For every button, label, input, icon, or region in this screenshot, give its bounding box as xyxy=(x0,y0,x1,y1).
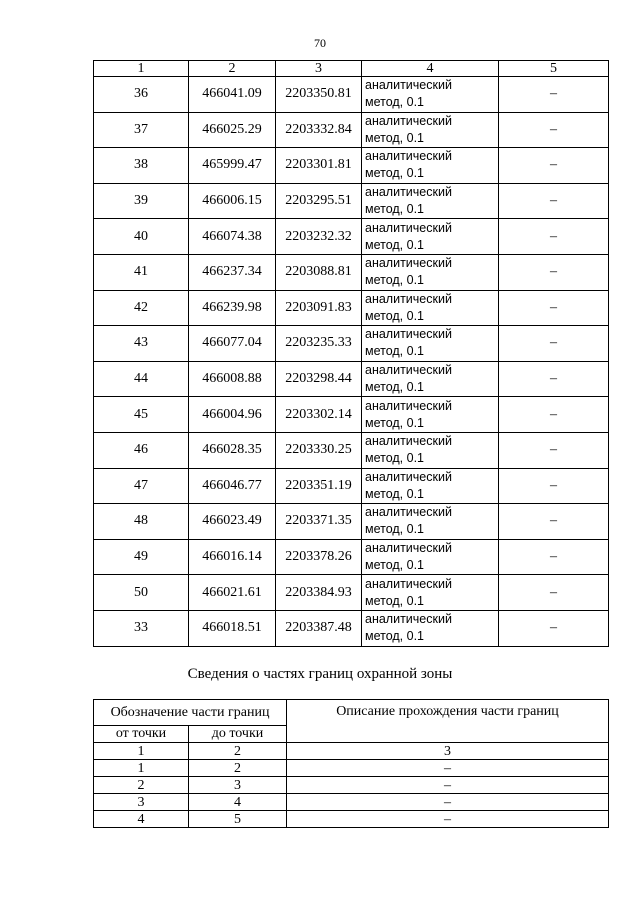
note-cell: – xyxy=(499,183,609,219)
header-from-point: от точки xyxy=(94,726,189,743)
method-line-2: метод, 0.1 xyxy=(365,166,425,181)
table-row xyxy=(94,575,609,611)
parts-header-row xyxy=(94,700,609,726)
note-cell: – xyxy=(499,504,609,540)
point-number: 50 xyxy=(94,575,189,611)
coordinate-x: 466025.29 xyxy=(189,112,276,148)
determination-method xyxy=(362,610,499,646)
coordinate-y: 2203088.81 xyxy=(276,254,362,290)
coordinate-y: 2203350.81 xyxy=(276,77,362,113)
note-cell: – xyxy=(499,254,609,290)
to-point: 2 xyxy=(189,760,287,777)
part-description: – xyxy=(287,794,609,811)
point-number: 46 xyxy=(94,432,189,468)
method-line-1: аналитический xyxy=(365,149,452,164)
coordinate-x: 466074.38 xyxy=(189,219,276,255)
method-line-1: аналитический xyxy=(365,505,452,520)
coordinate-x: 466028.35 xyxy=(189,432,276,468)
note-cell: – xyxy=(499,148,609,184)
method-line-2: метод, 0.1 xyxy=(365,95,425,110)
point-number: 45 xyxy=(94,397,189,433)
method-line-2: метод, 0.1 xyxy=(365,415,425,430)
header-to-point: до точки xyxy=(189,726,287,743)
parts-body xyxy=(94,760,609,828)
note-cell: – xyxy=(499,539,609,575)
determination-method xyxy=(362,290,499,326)
method-line-2: метод, 0.1 xyxy=(365,308,425,323)
determination-method xyxy=(362,504,499,540)
part-description: – xyxy=(287,777,609,794)
table-row xyxy=(94,610,609,646)
method-line-2: метод, 0.1 xyxy=(365,344,425,359)
method-line-1: аналитический xyxy=(365,78,452,93)
point-number: 43 xyxy=(94,326,189,362)
determination-method xyxy=(362,148,499,184)
method-line-1: аналитический xyxy=(365,220,452,235)
coordinate-y: 2203371.35 xyxy=(276,504,362,540)
coordinate-y: 2203235.33 xyxy=(276,326,362,362)
table-row xyxy=(94,326,609,362)
table-row xyxy=(94,290,609,326)
table-row xyxy=(94,777,609,794)
point-number: 41 xyxy=(94,254,189,290)
coordinate-y: 2203330.25 xyxy=(276,432,362,468)
method-line-1: аналитический xyxy=(365,113,452,128)
table-row xyxy=(94,539,609,575)
coordinate-y: 2203384.93 xyxy=(276,575,362,611)
from-point: 1 xyxy=(94,760,189,777)
method-line-2: метод, 0.1 xyxy=(365,380,425,395)
coordinate-y: 2203351.19 xyxy=(276,468,362,504)
point-number: 38 xyxy=(94,148,189,184)
coordinate-y: 2203378.26 xyxy=(276,539,362,575)
determination-method xyxy=(362,254,499,290)
parts-numbering-row xyxy=(94,743,609,760)
from-point: 2 xyxy=(94,777,189,794)
coordinate-y: 2203298.44 xyxy=(276,361,362,397)
coordinate-x: 466239.98 xyxy=(189,290,276,326)
column-header-4: 4 xyxy=(362,61,499,77)
method-line-1: аналитический xyxy=(365,612,452,627)
method-line-2: метод, 0.1 xyxy=(365,522,425,537)
determination-method xyxy=(362,112,499,148)
column-header-3: 3 xyxy=(276,61,362,77)
header-description: Описание прохождения части границ xyxy=(287,700,609,743)
table-row xyxy=(94,77,609,113)
boundary-parts-table xyxy=(93,699,609,828)
coordinate-x: 466237.34 xyxy=(189,254,276,290)
point-number: 36 xyxy=(94,77,189,113)
method-line-2: метод, 0.1 xyxy=(365,593,425,608)
coordinate-x: 466006.15 xyxy=(189,183,276,219)
table-row xyxy=(94,811,609,828)
table-row xyxy=(94,397,609,433)
point-number: 48 xyxy=(94,504,189,540)
method-line-1: аналитический xyxy=(365,256,452,271)
coordinate-y: 2203301.81 xyxy=(276,148,362,184)
coordinate-y: 2203332.84 xyxy=(276,112,362,148)
method-line-1: аналитический xyxy=(365,185,452,200)
coordinates-table xyxy=(93,60,609,647)
point-number: 40 xyxy=(94,219,189,255)
method-line-1: аналитический xyxy=(365,291,452,306)
method-line-1: аналитический xyxy=(365,398,452,413)
determination-method xyxy=(362,183,499,219)
determination-method xyxy=(362,326,499,362)
determination-method xyxy=(362,575,499,611)
note-cell: – xyxy=(499,610,609,646)
method-line-2: метод, 0.1 xyxy=(365,237,425,252)
point-number: 49 xyxy=(94,539,189,575)
note-cell: – xyxy=(499,432,609,468)
determination-method xyxy=(362,539,499,575)
determination-method xyxy=(362,468,499,504)
coordinate-y: 2203232.32 xyxy=(276,219,362,255)
coordinate-x: 465999.47 xyxy=(189,148,276,184)
part-description: – xyxy=(287,811,609,828)
to-point: 3 xyxy=(189,777,287,794)
numbering-1: 1 xyxy=(94,743,189,760)
determination-method xyxy=(362,432,499,468)
method-line-2: метод, 0.1 xyxy=(365,486,425,501)
column-header-1: 1 xyxy=(94,61,189,77)
coordinate-y: 2203387.48 xyxy=(276,610,362,646)
note-cell: – xyxy=(499,219,609,255)
coordinate-x: 466004.96 xyxy=(189,397,276,433)
point-number: 44 xyxy=(94,361,189,397)
note-cell: – xyxy=(499,77,609,113)
to-point: 5 xyxy=(189,811,287,828)
table-row xyxy=(94,183,609,219)
method-line-2: метод, 0.1 xyxy=(365,273,425,288)
coordinate-x: 466046.77 xyxy=(189,468,276,504)
coordinate-x: 466023.49 xyxy=(189,504,276,540)
from-point: 3 xyxy=(94,794,189,811)
coordinate-y: 2203091.83 xyxy=(276,290,362,326)
point-number: 42 xyxy=(94,290,189,326)
method-line-1: аналитический xyxy=(365,541,452,556)
part-description: – xyxy=(287,760,609,777)
method-line-2: метод, 0.1 xyxy=(365,629,425,644)
coordinate-x: 466016.14 xyxy=(189,539,276,575)
method-line-2: метод, 0.1 xyxy=(365,558,425,573)
note-cell: – xyxy=(499,575,609,611)
section-title: Сведения о частях границ охранной зоны xyxy=(187,666,453,682)
note-cell: – xyxy=(499,361,609,397)
note-cell: – xyxy=(499,112,609,148)
method-line-1: аналитический xyxy=(365,576,452,591)
point-number: 47 xyxy=(94,468,189,504)
table-row xyxy=(94,219,609,255)
note-cell: – xyxy=(499,290,609,326)
table-row xyxy=(94,148,609,184)
page-number: 70 xyxy=(314,36,326,50)
coordinate-y: 2203295.51 xyxy=(276,183,362,219)
method-line-2: метод, 0.1 xyxy=(365,451,425,466)
method-line-1: аналитический xyxy=(365,327,452,342)
column-header-2: 2 xyxy=(189,61,276,77)
method-line-1: аналитический xyxy=(365,434,452,449)
note-cell: – xyxy=(499,326,609,362)
column-header-5: 5 xyxy=(499,61,609,77)
note-cell: – xyxy=(499,468,609,504)
coordinate-x: 466077.04 xyxy=(189,326,276,362)
determination-method xyxy=(362,361,499,397)
table-row xyxy=(94,361,609,397)
method-line-2: метод, 0.1 xyxy=(365,130,425,145)
coordinate-x: 466018.51 xyxy=(189,610,276,646)
header-designation: Обозначение части границ xyxy=(94,700,287,726)
coordinate-x: 466021.61 xyxy=(189,575,276,611)
method-line-2: метод, 0.1 xyxy=(365,202,425,217)
coordinate-y: 2203302.14 xyxy=(276,397,362,433)
method-line-1: аналитический xyxy=(365,363,452,378)
coordinates-body xyxy=(94,77,609,647)
table-row xyxy=(94,254,609,290)
table-row xyxy=(94,468,609,504)
numbering-3: 3 xyxy=(287,743,609,760)
point-number: 39 xyxy=(94,183,189,219)
determination-method xyxy=(362,77,499,113)
coordinates-header-row xyxy=(94,61,609,77)
table-row xyxy=(94,794,609,811)
table-row xyxy=(94,760,609,777)
note-cell: – xyxy=(499,397,609,433)
determination-method xyxy=(362,219,499,255)
point-number: 33 xyxy=(94,610,189,646)
from-point: 4 xyxy=(94,811,189,828)
table-row xyxy=(94,432,609,468)
coordinate-x: 466041.09 xyxy=(189,77,276,113)
table-row xyxy=(94,504,609,540)
coordinate-x: 466008.88 xyxy=(189,361,276,397)
table-row xyxy=(94,112,609,148)
determination-method xyxy=(362,397,499,433)
point-number: 37 xyxy=(94,112,189,148)
method-line-1: аналитический xyxy=(365,469,452,484)
numbering-2: 2 xyxy=(189,743,287,760)
to-point: 4 xyxy=(189,794,287,811)
